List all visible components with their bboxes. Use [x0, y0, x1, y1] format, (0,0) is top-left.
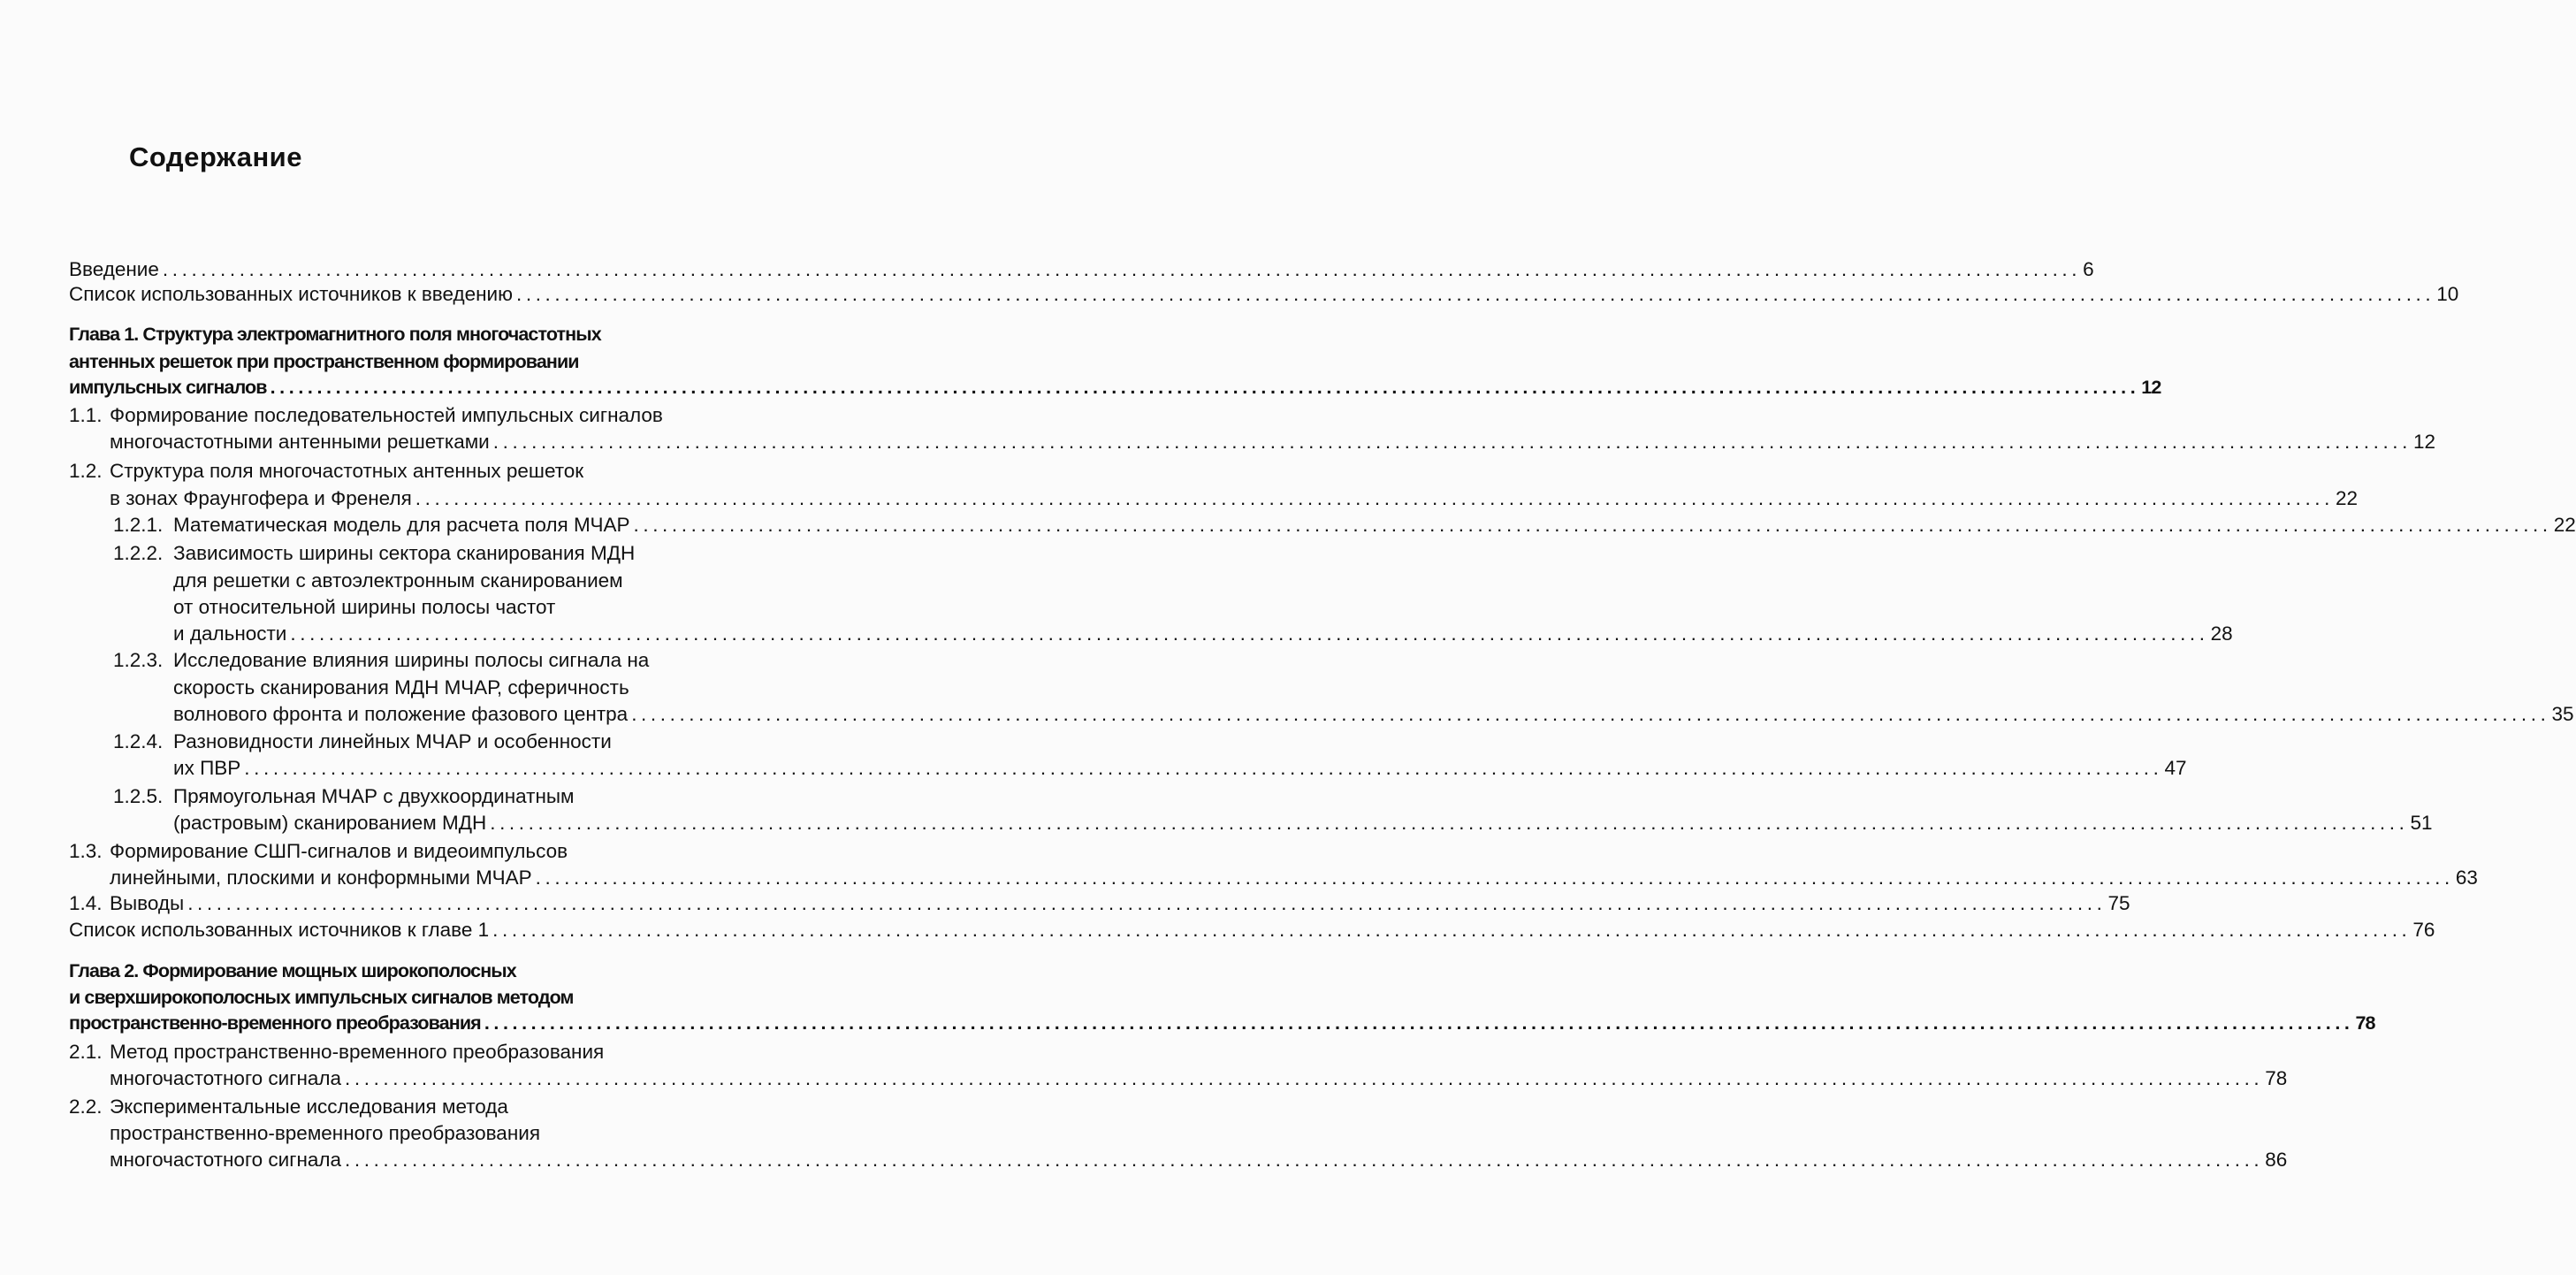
dot-leader: ........................................................................................................................................................................................................ [244, 757, 2163, 779]
entry-line [110, 890, 2130, 917]
entry-line [110, 1039, 774, 1065]
entry-number: 2.2. [69, 1096, 103, 1118]
page-number: 78 [2355, 1012, 2375, 1034]
dot-leader: ........................................................................................................................................................................................................ [162, 258, 2082, 280]
entry-line [110, 1147, 2288, 1173]
entry-line [69, 374, 2161, 401]
entry-line [69, 984, 774, 1011]
entry-line [110, 1120, 774, 1147]
entry-line [173, 675, 774, 701]
dot-leader: ........................................................................................................................................................................................................ [492, 431, 2412, 453]
page-number: 63 [2455, 867, 2478, 889]
dot-leader: ........................................................................................................................................................................................................ [535, 867, 2454, 889]
entry-number: 1.2.2. [113, 542, 164, 564]
entry-text: пространственно-временного преобразования [110, 1122, 541, 1144]
entry-text: Структура поля многочастотных антенных решеток [110, 460, 584, 482]
dot-leader: ........................................................................................................................................................................................................ [484, 1012, 2354, 1034]
page-number: 76 [2412, 919, 2435, 941]
entry-text: Экспериментальные исследования метода [110, 1096, 508, 1118]
dot-leader: ........................................................................................................................................................................................................ [345, 1067, 2264, 1089]
page-number: 22 [2336, 487, 2359, 509]
page-number: 22 [2553, 514, 2576, 536]
entry-text: Выводы [110, 892, 185, 914]
entry-line [110, 1094, 774, 1120]
entry-number: 1.2.3. [113, 649, 164, 671]
entry-line [173, 729, 774, 755]
dot-leader: ........................................................................................................................................................................................................ [290, 622, 2209, 645]
entry-line [110, 485, 2359, 512]
entry-number: 2.1. [69, 1041, 103, 1063]
entry-line [69, 917, 2435, 943]
entry-line [69, 958, 774, 984]
entry-number: 1.3. [69, 840, 103, 862]
entry-line [69, 321, 774, 347]
dot-leader: ........................................................................................................................................................................................................ [345, 1149, 2264, 1171]
entry-line [173, 647, 774, 674]
page-number: 35 [2551, 703, 2574, 725]
entry-text: Метод пространственно-временного преобразования [110, 1041, 605, 1063]
entry-line [173, 755, 2187, 782]
entry-line [173, 594, 774, 621]
entry-text: многочастотными антенными решетками [110, 431, 490, 453]
entry-text: (растровым) сканированием МДН [173, 812, 487, 834]
entry-line [173, 540, 774, 567]
entry-text: Прямоугольная МЧАР с двухкоординатным [173, 785, 575, 807]
dot-leader: ........................................................................................................................................................................................................ [633, 514, 2552, 536]
entry-line [173, 621, 2233, 647]
entry-text: Глава 1. Структура электромагнитного поля многочастотных [69, 324, 601, 345]
page-title: Содержание [129, 141, 302, 172]
entry-number: 1.4. [69, 892, 103, 914]
page-number: 86 [2265, 1149, 2288, 1171]
entry-line [110, 1065, 2288, 1092]
entry-text: и сверхширокополосных импульсных сигналов методом [69, 987, 574, 1008]
entry-text: Разновидности линейных МЧАР и особенности [173, 730, 612, 752]
entry-line [69, 1010, 2375, 1036]
page-number: 51 [2410, 812, 2433, 834]
entry-text: Формирование последовательностей импульсных сигналов [110, 404, 663, 426]
dot-leader: ........................................................................................................................................................................................................ [516, 283, 2435, 305]
entry-text: Список использованных источников к главе 1 [69, 919, 490, 941]
entry-line [110, 458, 774, 485]
entry-line [110, 402, 774, 429]
entry-text: Исследование влияния ширины полосы сигнала на [173, 649, 650, 671]
entry-text: их ПВР [173, 757, 241, 779]
entry-text: импульсных сигналов [69, 377, 267, 398]
entry-text: Математическая модель для расчета поля МЧАР [173, 514, 630, 536]
entry-text: антенных решеток при пространственном формировании [69, 351, 579, 372]
entry-text: Список использованных источников к введению [69, 283, 513, 305]
entry-text: Формирование СШП-сигналов и видеоимпульсов [110, 840, 568, 862]
entry-line [110, 838, 774, 865]
entry-text: от относительной ширины полосы частот [173, 596, 556, 618]
entry-line [69, 281, 2459, 308]
entry-text: и дальности [173, 622, 287, 645]
entry-line [110, 865, 2478, 891]
entry-line [173, 512, 2576, 538]
entry-text: многочастотного сигнала [110, 1067, 342, 1089]
entry-line [69, 256, 2094, 283]
page-number: 12 [2413, 431, 2436, 453]
dot-leader: ........................................................................................................................................................................................................ [415, 487, 2335, 509]
entry-number: 1.2.5. [113, 785, 164, 807]
entry-line [173, 568, 774, 594]
entry-text: линейными, плоскими и конформными МЧАР [110, 867, 532, 889]
page-number: 75 [2107, 892, 2130, 914]
page-number: 10 [2436, 283, 2459, 305]
dot-leader: ........................................................................................................................................................................................................ [490, 812, 2409, 834]
entry-number: 1.2. [69, 460, 103, 482]
entry-line [173, 783, 774, 810]
entry-text: Глава 2. Формирование мощных широкополосных [69, 960, 516, 981]
entry-text: в зонах Фраунгофера и Френеля [110, 487, 412, 509]
page-number: 28 [2210, 622, 2233, 645]
dot-leader: ........................................................................................................................................................................................................ [631, 703, 2550, 725]
entry-number: 1.2.1. [113, 514, 164, 536]
entry-line [173, 701, 2574, 728]
page-number: 6 [2083, 258, 2094, 280]
entry-line [110, 429, 2436, 455]
entry-line [173, 810, 2433, 836]
entry-text: многочастотного сигнала [110, 1149, 342, 1171]
entry-text: скорость сканирования МДН МЧАР, сферичность [173, 676, 629, 699]
entry-text: Введение [69, 258, 159, 280]
dot-leader: ........................................................................................................................................................................................................ [492, 919, 2412, 941]
entry-text: волнового фронта и положение фазового центра [173, 703, 629, 725]
entry-number: 1.1. [69, 404, 103, 426]
dot-leader: ........................................................................................................................................................................................................ [270, 377, 2140, 398]
dot-leader: ........................................................................................................................................................................................................ [187, 892, 2107, 914]
entry-number: 1.2.4. [113, 730, 164, 752]
entry-text: для решетки с автоэлектронным сканированием [173, 569, 623, 592]
page-number: 47 [2164, 757, 2187, 779]
entry-line [69, 348, 774, 375]
page-number: 12 [2141, 377, 2161, 398]
page-number: 78 [2265, 1067, 2288, 1089]
entry-text: пространственно-временного преобразования [69, 1012, 481, 1034]
entry-text: Зависимость ширины сектора сканирования МДН [173, 542, 636, 564]
